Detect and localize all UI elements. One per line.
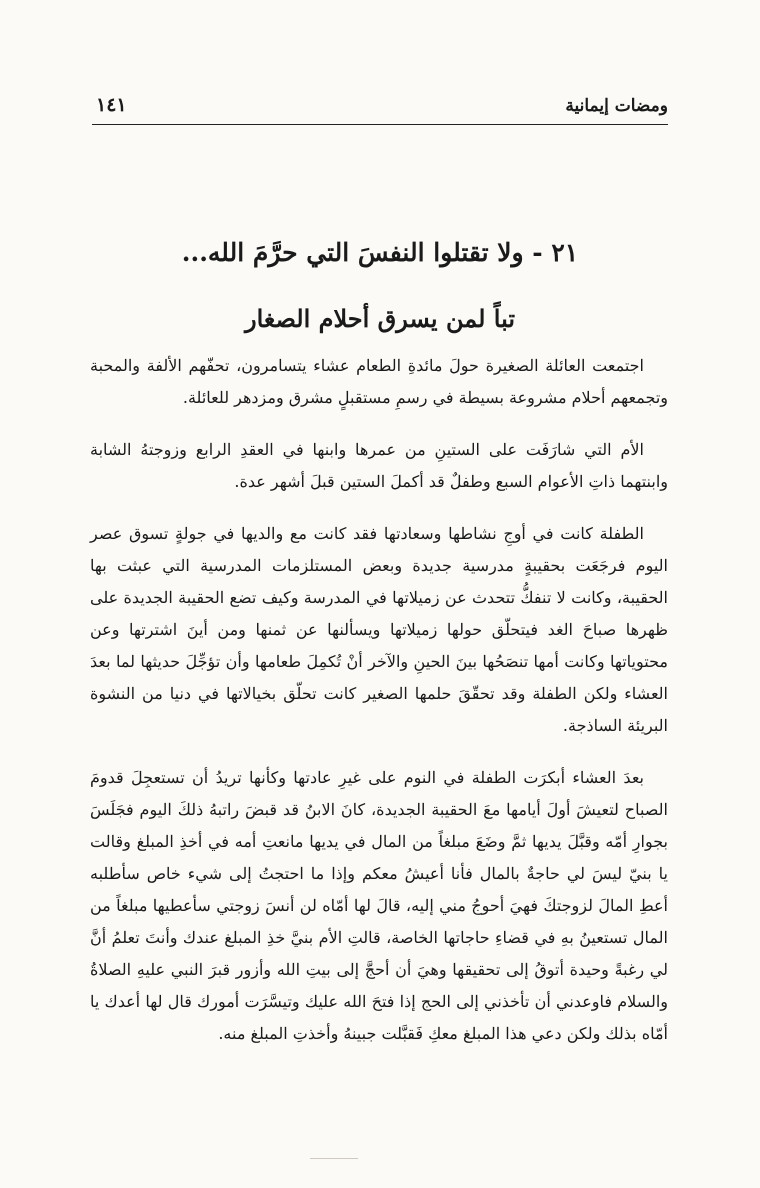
paragraph: الأم التي شارَفَت على الستينِ من عمرها وابنها في العقدِ الرابع وزوجتهُ الشابة وابنتهما ذاتِ الأعوام السبع وطفلٌ قد أكملَ الستين قبلَ أشهر عدة.	[90, 440, 668, 491]
footer-divider	[310, 1158, 358, 1159]
body-text	[90, 350, 668, 1070]
chapter-title: ٢١ - ولا تقتلوا النفسَ التي حرَّمَ الله...	[181, 238, 579, 267]
book-title: ومضات إيمانية	[565, 96, 668, 116]
running-header	[92, 92, 668, 125]
chapter-subtitle: تباً لمن يسرق أحلام الصغار	[244, 304, 516, 333]
paragraph: بعدَ العشاء أبكرَت الطفلة في النوم على غيرِ عادتها وكأنها تريدُ أن تستعجِلَ قدومَ الصباح لتعيشَ أولَ أيامها معَ الحقيبة الجديدة، كانَ الابنُ قد قبضَ راتبهُ ذلكَ اليوم فجَلَسَ بجوارِ أمّه وقبَّلَ يديها ثمَّ وضَعَ مبلغاً من المال في يديها مانعتِ أمه في أخذِ المبلغ وقالت يا بنيّ ليسَ لي حاجةٌ بالمال فأنا أعيشُ معكم وإذا ما احتجتُ إلى شيء خاص سأطلبه أعطِ المالَ لزوجتكَ فهيَ أحوجُ مني إليه، قالَ لها أمّاه لن أنسَ زوجتي سأعطيها مبلغاً من المال تستعينُ بهِ في قضاءِ حاجاتها الخاصة، قالتِ الأم بنيَّ خذِ المبلغ عندك وأنتَ تعلمُ أنَّ لي رغبةً وحيدة أتوقُ إلى تحقيقها وهيَ أن أحجَّ إلى بيتِ الله وأزور قبرَ النبي عليهِ الصلاةُ والسلام فاوعدني أن تأخذني إلى الحج إذا فتحَ الله عليك وتيسَّرَت أمورك قال لها أعدك يا أمّاه بذلك ولكن دعي هذا المبلغ معكِ فَقبَّلت جبينهُ وأخذتِ المبلغ منه.	[90, 768, 669, 1043]
paragraph: الطفلة كانت في أوجِ نشاطها وسعادتها فقد كانت مع والديها في جولةٍ تسوق عصر اليوم فرجَعَت بحقيبةٍ مدرسية جديدة وبعض المستلزمات المدرسية التي عبثت بها الحقيبة، وكانت لا تنفكُّ تتحدث عن زميلاتها في المدرسة وكيف تضع الحقيبة الجديدة على ظهرها صباحَ الغد فيتحلّق حولها زميلاتها ويسألنها عن ثمنها ومن أينَ اشترتها وعن محتوياتها وكانت أمها تنصَحُها بينَ الحينِ والآخر أنْ تُكمِلَ طعامها وأن تؤجِّلَ حديثها لما بعدَ العشاء ولكن الطفلة وقد تحقّقَ حلمها الصغير كانت تحلّق بخيالاتها في دنيا من النشوة البريئة الساذجة.	[90, 524, 669, 735]
page-number: ١٤١	[96, 94, 127, 116]
paragraph: اجتمعت العائلة الصغيرة حولَ مائدةِ الطعام عشاء يتسامرون، تحفّهم الألفة والمحبة وتجمعهم أحلام مشروعة بسيطة في رسمِ مستقبلٍ مشرق ومزدهر للعائلة.	[90, 356, 668, 407]
